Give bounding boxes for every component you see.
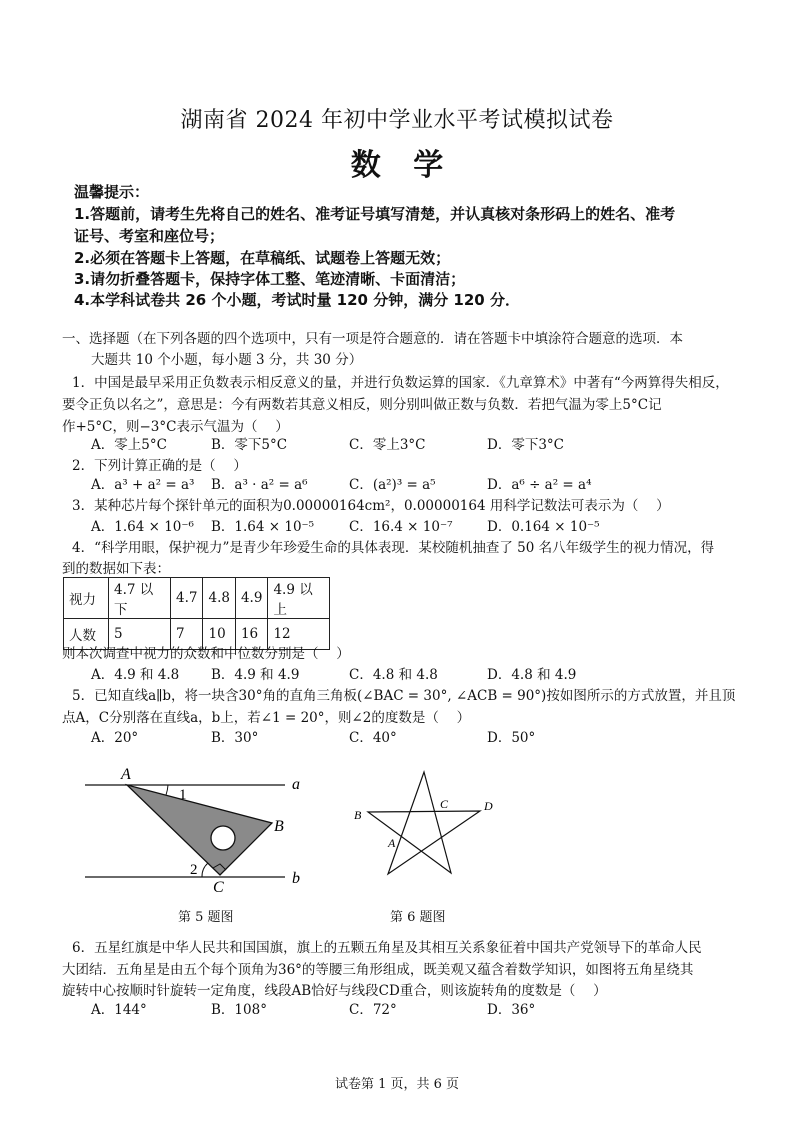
tips-heading: 温馨提示： [74, 183, 150, 201]
q4-line-1: 4．“科学用眼，保护视力”是青少年珍爱生命的具体表现．某校随机抽查了 50 名八年级学生的视力情况，得 [72, 540, 715, 556]
label-angle-1: 1 [179, 787, 187, 803]
q5-line-1: 5．已知直线a∥b，将一块含30°角的直角三角板(∠BAC = 30°, ∠ACB = 90°)按如图所示的方式放置，并且顶 [72, 688, 736, 704]
q6-line-2: 大团结．五角星是由五个每个顶角为36°的等腰三角形组成，既美观又蕴含着数学知识，如图将五角星绕其 [62, 962, 694, 978]
q6-option-c: C．72° [349, 1002, 397, 1018]
q1-option-b: B．零下5°C [211, 437, 288, 453]
ruler-hole [211, 826, 235, 850]
q6-option-b: B．108° [211, 1002, 267, 1018]
figure-5-caption: 第 5 题图 [178, 910, 234, 925]
label-D: D [484, 799, 493, 813]
label-b: b [292, 870, 300, 887]
table-cell: 7 [171, 619, 203, 650]
table-cell: 人数 [64, 619, 109, 650]
q1-option-c: C．零上3°C [349, 437, 426, 453]
q4-line-2: 到的数据如下表： [62, 561, 170, 577]
q4-option-b: B．4.9 和 4.9 [211, 667, 300, 683]
q5-line-2: 点A，C分别落在直线a，b上，若∠1 = 20°，则∠2的度数是（ ） [62, 710, 471, 726]
label-A: A [121, 766, 131, 783]
q4-option-a: A．4.9 和 4.8 [91, 667, 180, 683]
q3-option-d: D．0.164 × 10⁻⁵ [487, 519, 600, 535]
q2-stem: 2．下列计算正确的是（ ） [72, 458, 247, 474]
label-C: C [440, 797, 449, 811]
tips-line-3: 3.请勿折叠答题卡，保持字体工整、笔迹清晰、卡面清洁； [74, 270, 466, 288]
q4-option-d: D．4.8 和 4.9 [487, 667, 577, 683]
section-heading: 一、选择题（在下列各题的四个选项中，只有一项是符合题意的．请在答题卡中填涂符合题意的选项．本 [62, 331, 683, 347]
figure-6 [340, 762, 510, 902]
q1-line-3: 作+5°C，则−3°C表示气温为（ ） [62, 419, 289, 435]
tips-line-1b: 证号、考室和座位号； [74, 227, 225, 245]
q3-option-a: A．1.64 × 10⁻⁶ [91, 519, 194, 535]
q1-option-d: D．零下3°C [487, 437, 564, 453]
q5-option-c: C．40° [349, 730, 397, 746]
label-a: a [292, 776, 300, 793]
label-C: C [213, 879, 224, 896]
table-cell: 5 [109, 619, 171, 650]
table-cell: 10 [203, 619, 235, 650]
tips-line-4: 4.本学科试卷共 26 个小题，考试时量 120 分钟，满分 120 分． [74, 291, 520, 309]
q1-option-a: A．零上5°C [91, 437, 167, 453]
q2-option-b: B．a³ · a² = a⁶ [211, 477, 308, 493]
table-cell: 4.8 [203, 578, 235, 619]
page-footer: 试卷第 1 页，共 6 页 [334, 1077, 460, 1092]
tips-line-2: 2.必须在答题卡上答题，在草稿纸、试题卷上答题无效； [74, 249, 451, 267]
exam-title: 湖南省 2024 年初中学业水平考试模拟试卷 [180, 108, 614, 133]
q6-line-1: 6．五星红旗是中华人民共和国国旗，旗上的五颗五角星及其相互关系象征着中国共产党领导下的革命人民 [72, 940, 702, 956]
label-B: B [354, 808, 362, 822]
five-pointed-star [368, 772, 480, 874]
q5-option-d: D．50° [487, 730, 536, 746]
figure-6-caption: 第 6 题图 [390, 910, 446, 925]
q2-option-a: A．a³ + a² = a³ [91, 477, 195, 493]
q2-option-d: D．a⁶ ÷ a² = a⁴ [487, 477, 592, 493]
section-heading-cont: 大题共 10 个小题，每小题 3 分，共 30 分） [91, 352, 363, 368]
label-angle-2: 2 [190, 862, 198, 878]
q4-option-c: C．4.8 和 4.8 [349, 667, 438, 683]
vision-table [63, 577, 330, 650]
triangle-ruler [127, 785, 272, 875]
q3-option-b: B．1.64 × 10⁻⁵ [211, 519, 315, 535]
q3-option-c: C．16.4 × 10⁻⁷ [349, 519, 453, 535]
q3-stem: 3．某种芯片每个探针单元的面积为0.00000164cm²，0.00000164 用科学记数法可表示为（ ） [72, 498, 670, 514]
subject-title: 数 学 [350, 148, 444, 183]
label-A: A [388, 836, 396, 850]
table-cell: 4.9 [235, 578, 267, 619]
tips-line-1: 1.答题前，请考生先将自己的姓名、准考证号填写清楚，并认真核对条形码上的姓名、准考 [74, 205, 676, 223]
q5-option-a: A．20° [91, 730, 139, 746]
table-cell: 4.9 以上 [268, 578, 330, 619]
label-B: B [274, 818, 284, 835]
figure-5 [80, 760, 320, 900]
table-cell: 4.7 以下 [109, 578, 171, 619]
q1-line-2: 要令正负以名之”，意思是：今有两数若其意义相反，则分别叫做正数与负数．若把气温为零上5°C记 [62, 397, 662, 413]
table-cell: 12 [268, 619, 330, 650]
angle-2-arc [202, 863, 208, 877]
q6-option-a: A．144° [91, 1002, 147, 1018]
table-cell: 16 [235, 619, 267, 650]
q2-option-c: C．(a²)³ = a⁵ [349, 477, 436, 493]
table-row [64, 578, 330, 619]
table-cell: 4.7 [171, 578, 203, 619]
q6-line-3: 旋转中心按顺时针旋转一定角度，线段AB恰好与线段CD重合，则该旋转角的度数是（ ） [62, 983, 607, 999]
q6-option-d: D．36° [487, 1002, 536, 1018]
q4-question: 则本次调查中视力的众数和中位数分别是（ ） [62, 646, 350, 662]
q1-line-1: 1．中国是最早采用正负数表示相反意义的量，并进行负数运算的国家．《九章算术》中著有“今两算得失相反， [72, 375, 729, 391]
angle-1-arc [166, 785, 168, 795]
table-cell: 视力 [64, 578, 109, 619]
q5-option-b: B．30° [211, 730, 259, 746]
